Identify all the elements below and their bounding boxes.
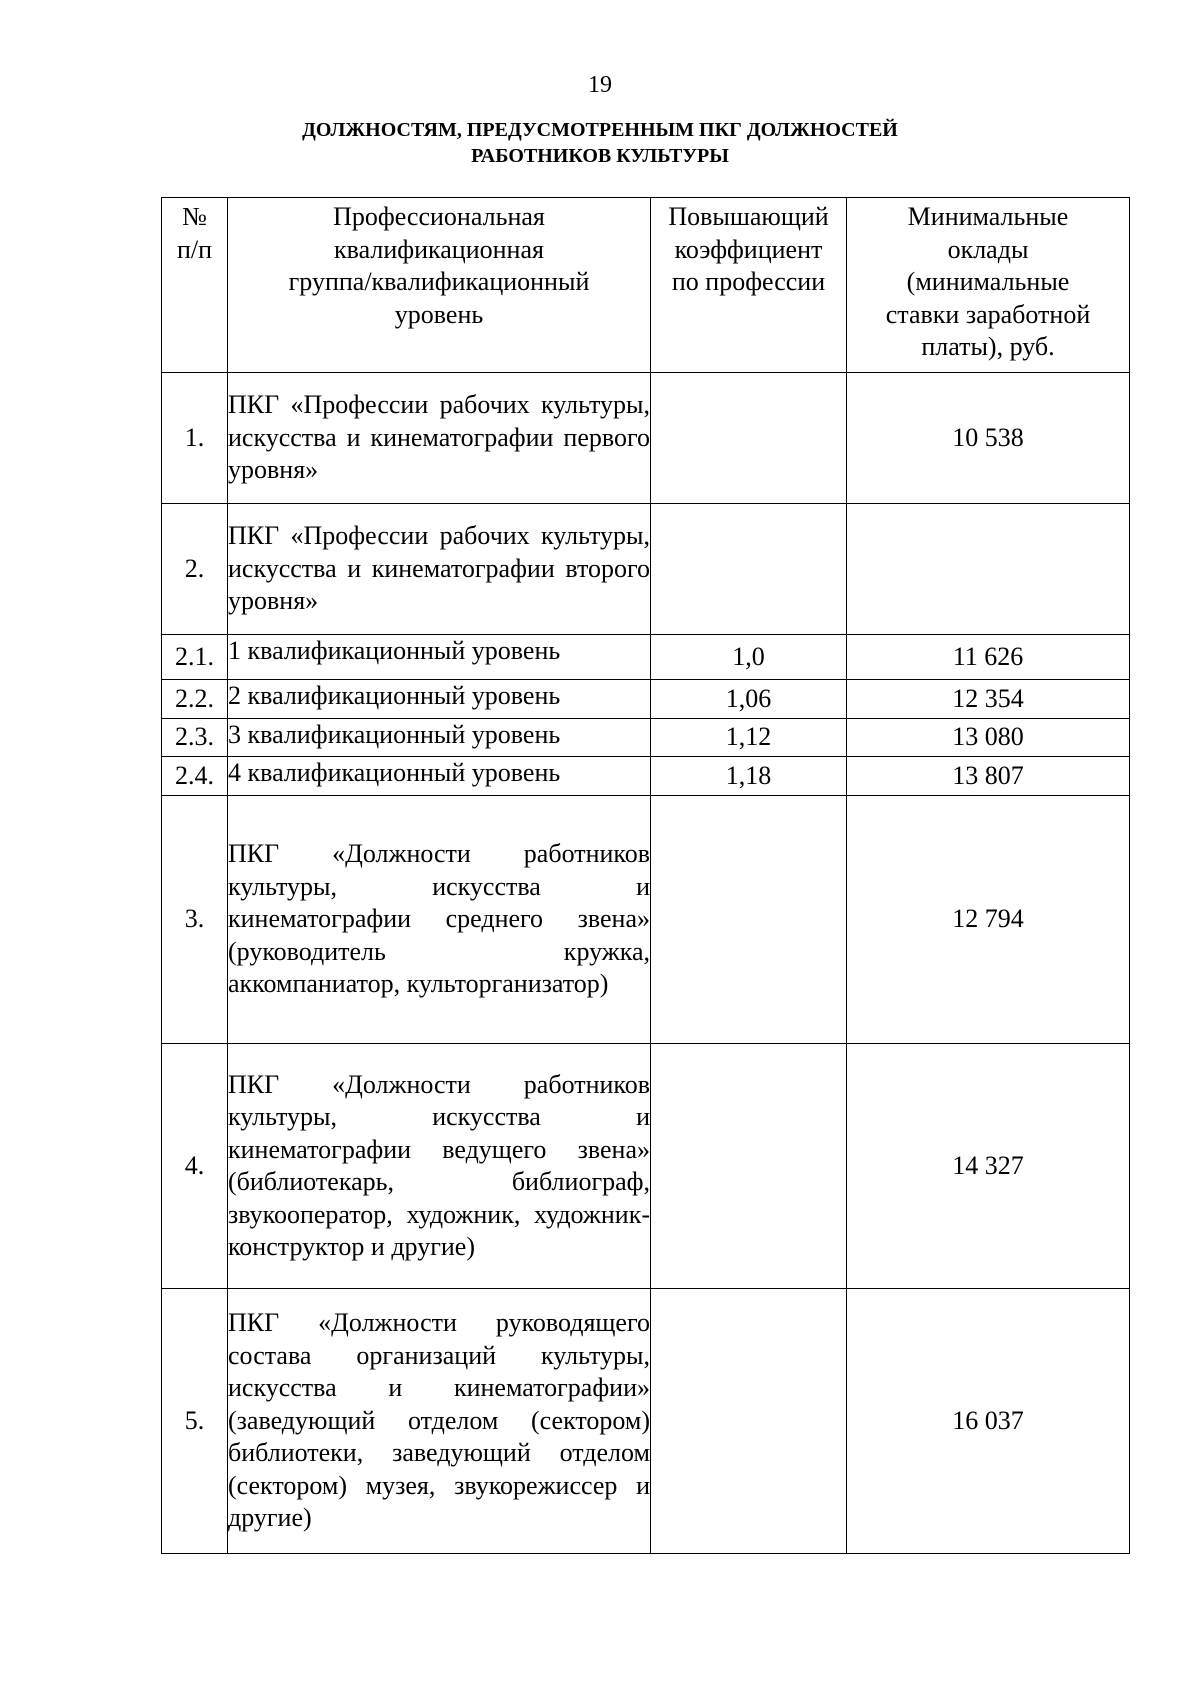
row-salary: 10 538 [847, 373, 1130, 504]
row-coefficient: 1,18 [651, 757, 847, 796]
header-group-line: уровень [394, 299, 484, 329]
table-row [162, 373, 1130, 504]
header-num-line: п/п [176, 234, 213, 264]
row-salary: 14 327 [847, 1044, 1130, 1289]
row-num: 2.2. [162, 680, 228, 719]
row-num: 2.3. [162, 719, 228, 757]
row-num: 2.4. [162, 757, 228, 796]
row-group-name: 4 квалификационный уровень [228, 757, 651, 796]
header-salary-line: ставки заработной [885, 299, 1091, 329]
row-group-name: 3 квалификационный уровень [228, 719, 651, 757]
header-group [228, 198, 651, 373]
table-header-row [162, 198, 1130, 373]
header-salary [847, 198, 1130, 373]
table-row [162, 1289, 1130, 1554]
row-coefficient [651, 1044, 847, 1289]
row-group-name: 1 квалификационный уровень [228, 635, 651, 680]
header-group-line: Профессиональная [333, 202, 545, 231]
row-coefficient [651, 1289, 847, 1554]
header-coef-line: Повышающий [668, 202, 829, 231]
table-row [162, 1044, 1130, 1289]
title-line-1: ДОЛЖНОСТЯМ, ПРЕДУСМОТРЕННЫМ ПКГ ДОЛЖНОСТЕЙ [302, 119, 898, 141]
header-coef-line: по профессии [671, 267, 826, 296]
header-salary-line: Минимальные [907, 202, 1069, 231]
row-num: 1. [162, 373, 228, 504]
row-coefficient: 1,06 [651, 680, 847, 719]
row-num: 2. [162, 504, 228, 635]
salary-table [161, 197, 1130, 1554]
header-salary-line: платы), руб. [921, 332, 1055, 361]
header-group-line: квалификационная [334, 234, 544, 264]
header-coef-line: коэффициент [674, 234, 823, 264]
row-salary [847, 504, 1130, 635]
table-row [162, 796, 1130, 1044]
row-salary: 12 354 [847, 680, 1130, 719]
document-title [0, 117, 1200, 169]
table-row [162, 635, 1130, 680]
row-num: 3. [162, 796, 228, 1044]
row-coefficient: 1,0 [651, 635, 847, 680]
row-salary: 13 807 [847, 757, 1130, 796]
row-coefficient [651, 504, 847, 635]
row-coefficient: 1,12 [651, 719, 847, 757]
header-num [162, 198, 228, 373]
header-group-line: группа/квалификационный [288, 267, 590, 296]
title-line-2: РАБОТНИКОВ КУЛЬТУРЫ [471, 145, 729, 167]
row-salary: 12 794 [847, 796, 1130, 1044]
row-group-name: ПКГ «Должности работников культуры, искусства и кинематографии ведущего звена» (библиотекарь, библиограф, звукооператор, художник, художник-конструктор и другие) [228, 1044, 651, 1289]
table-row [162, 680, 1130, 719]
header-coefficient [651, 198, 847, 373]
row-num: 2.1. [162, 635, 228, 680]
header-num-line: № [182, 202, 207, 231]
row-coefficient [651, 373, 847, 504]
row-salary: 13 080 [847, 719, 1130, 757]
header-salary-line: (минимальные [906, 267, 1070, 296]
row-num: 4. [162, 1044, 228, 1289]
row-coefficient [651, 796, 847, 1044]
row-group-name: ПКГ «Профессии рабочих культуры, искусства и кинематографии первого уровня» [228, 373, 651, 504]
row-num: 5. [162, 1289, 228, 1554]
table-row [162, 719, 1130, 757]
page-number: 19 [588, 72, 612, 98]
header-salary-line: оклады [947, 234, 1029, 264]
row-group-name: ПКГ «Должности руководящего состава организаций культуры, искусства и кинематографии» (заведующий отделом (сектором) библиотеки, заведующий отделом (сектором) музея, звукорежиссер и другие) [228, 1289, 651, 1554]
row-group-name: ПКГ «Должности работников культуры, искусства и кинематографии среднего звена» (руководитель кружка, аккомпаниатор, культорганизатор) [228, 796, 651, 1044]
row-group-name: 2 квалификационный уровень [228, 680, 651, 719]
table-row [162, 504, 1130, 635]
row-salary: 16 037 [847, 1289, 1130, 1554]
row-group-name: ПКГ «Профессии рабочих культуры, искусства и кинематографии второго уровня» [228, 504, 651, 635]
row-salary: 11 626 [847, 635, 1130, 680]
table-row [162, 757, 1130, 796]
